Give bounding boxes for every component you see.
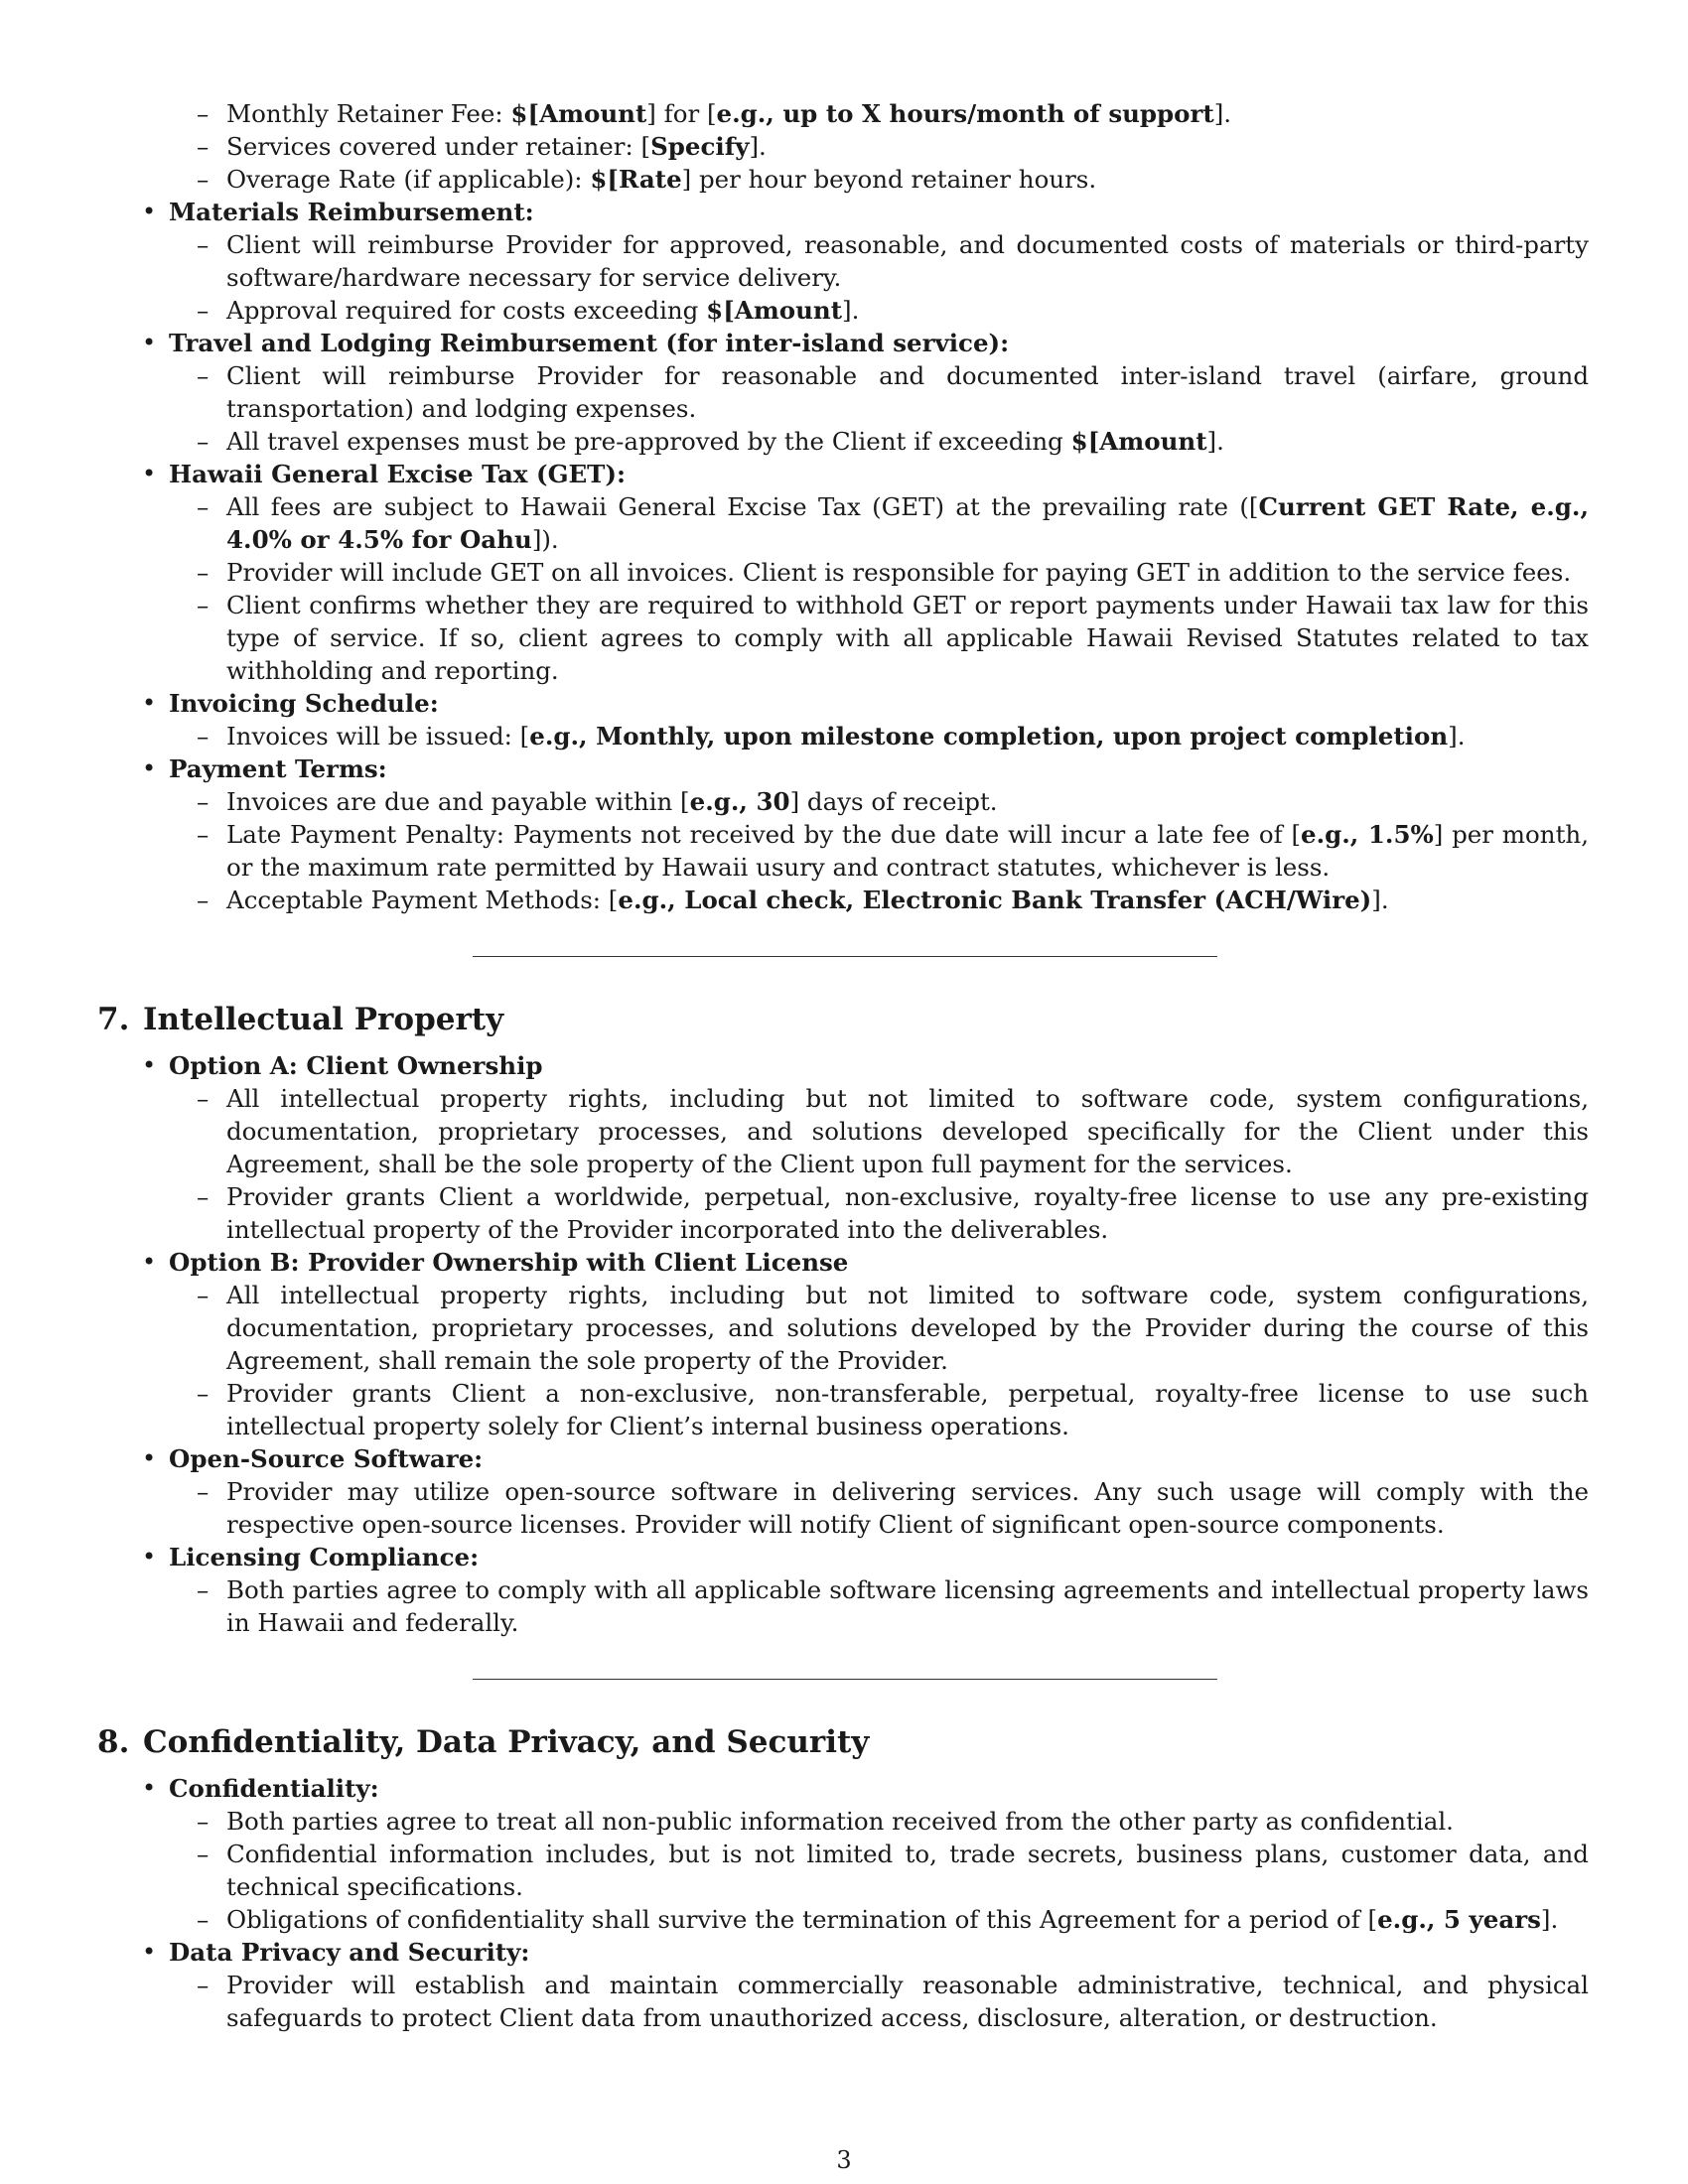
bullet-marker: • [142, 1774, 157, 1802]
text-run: ] days of receipt. [789, 787, 998, 816]
bullet-item [142, 458, 1589, 687]
dash-marker: – [197, 1905, 210, 1934]
sub-list-item [197, 163, 1589, 196]
text-run: Invoices will be issued: [ [226, 722, 530, 751]
dash-marker: – [197, 1840, 210, 1868]
bullet-label: Open-Source Software: [169, 1444, 484, 1473]
dash-marker: – [197, 230, 210, 259]
bullet-label: Data Privacy and Security: [169, 1938, 530, 1967]
bullet-item [142, 1246, 1589, 1442]
page-content [97, 97, 1589, 2034]
bullet-label: Option A: Client Ownership [169, 1051, 543, 1080]
text-run: ]. [1540, 1905, 1559, 1934]
dash-marker: – [197, 1281, 210, 1309]
bullet-marker: • [142, 198, 157, 225]
dash-marker: – [197, 591, 210, 619]
dash-marker: – [197, 558, 210, 587]
sub-list [197, 1279, 1589, 1442]
text-run: ]). [531, 525, 559, 554]
section-7-number: 7. [97, 1002, 130, 1037]
section-8-number: 8. [97, 1724, 130, 1760]
dash-marker: – [197, 886, 210, 914]
section-divider [473, 956, 1217, 957]
bullet-marker: • [142, 1444, 157, 1472]
text-run: All fees are subject to Hawaii General Excise Tax (GET) at the prevailing rate ([ [226, 492, 1259, 521]
dash-marker: – [197, 1477, 210, 1506]
section-8-heading [97, 1722, 1589, 1762]
sub-list [197, 1969, 1589, 2034]
bullet-item [142, 1541, 1589, 1639]
text-run: All intellectual property rights, including but not limited to software code, system configurations, documentation, proprietary processes, and solutions developed specifically for the Client under this Agreement, shall be the sole property of the Client upon full payment for the services. [226, 1084, 1589, 1178]
dash-marker: – [197, 1971, 210, 1999]
bullet-item [142, 1936, 1589, 2034]
text-run: ] per month, or the maximum rate permitted by Hawaii usury and contract statutes, whichever is less. [226, 820, 1589, 882]
bold-text: e.g., 5 years [1377, 1905, 1541, 1934]
text-run: Acceptable Payment Methods: [ [226, 886, 619, 914]
bold-text: Amount [539, 99, 647, 128]
section-7-heading [97, 1000, 1589, 1039]
text-run: Monthly Retainer Fee: [226, 99, 511, 128]
bold-text: Specify [650, 132, 750, 161]
text-run: Overage Rate (if applicable): [226, 165, 591, 194]
dash-marker: – [197, 1084, 210, 1113]
text-run: ]. [1448, 722, 1466, 751]
text-run: Both parties agree to treat all non-public information received from the other party as confidential. [226, 1807, 1454, 1836]
dash-marker: – [197, 361, 210, 390]
bullet-item [142, 327, 1589, 458]
text-run: Provider will establish and maintain commercially reasonable administrative, technical, and physical safeguards to protect Client data from unauthorized access, disclosure, alteration, or destruction. [226, 1971, 1589, 2032]
bullet-label: Hawaii General Excise Tax (GET): [169, 460, 627, 488]
sub-list-item [197, 97, 1589, 130]
bullet-item [142, 1772, 1589, 1936]
sub-list [197, 720, 1589, 752]
sub-list-item [197, 1969, 1589, 2034]
sub-list-item [197, 1475, 1589, 1541]
dash-marker: – [197, 296, 210, 325]
dash-marker: – [197, 99, 210, 128]
text-run: Confidential information includes, but is not limited to, trade secrets, business plans, customer data, and technical specifications. [226, 1840, 1589, 1901]
text-run: Services covered under retainer: [ [226, 132, 651, 161]
bullet-label: Confidentiality: [169, 1774, 379, 1803]
sub-list [197, 1475, 1589, 1541]
text-run: ]. [749, 132, 767, 161]
bold-text: e.g., 30 [689, 787, 790, 816]
sub-list-item [197, 359, 1589, 425]
sub-list [197, 490, 1589, 687]
text-run: Client confirms whether they are required to withhold GET or report payments under Hawaii tax law for this type of service. If so, client agrees to comply with all applicable Hawaii Revised Statutes related to tax withholding and reporting. [226, 591, 1589, 685]
sub-list [197, 1573, 1589, 1639]
text-run: Client will reimburse Provider for approved, reasonable, and documented costs of materials or third-party software/hardware necessary for service delivery. [226, 230, 1589, 292]
sub-list [197, 1805, 1589, 1936]
text-run: Client will reimburse Provider for reasonable and documented inter-island travel (airfare, ground transportation) and lodging expenses. [226, 361, 1589, 423]
dash-marker: – [197, 722, 210, 751]
sub-list [197, 359, 1589, 458]
bullet-item [142, 1049, 1589, 1246]
sub-list [197, 228, 1589, 327]
text-run: Invoices are due and payable within [ [226, 787, 690, 816]
text-run: Obligations of confidentiality shall survive the termination of this Agreement for a period of [ [226, 1905, 1378, 1934]
dash-marker: – [197, 820, 210, 849]
bullet-label: Travel and Lodging Reimbursement (for inter-island service): [169, 329, 1010, 357]
text-run: All travel expenses must be pre-approved by the Client if exceeding [226, 427, 1071, 456]
sub-list [197, 785, 1589, 916]
page-number: 3 [836, 2146, 852, 2174]
dash-marker: – [197, 492, 210, 521]
bullet-marker: • [142, 329, 157, 356]
dash-marker: – [197, 1379, 210, 1408]
bold-text: $[Amount [1070, 427, 1207, 456]
text-run: ]. [1206, 427, 1224, 456]
section-8-title: Confidentiality, Data Privacy, and Security [143, 1724, 870, 1760]
sub-list-item [197, 228, 1589, 294]
bold-text: e.g., Monthly, upon milestone completion, upon project completion [529, 722, 1449, 751]
sub-list-item [197, 1838, 1589, 1903]
bullet-marker: • [142, 1543, 157, 1570]
dash-marker: – [197, 1182, 210, 1211]
sub-list-item [197, 1180, 1589, 1246]
bullet-item [142, 1442, 1589, 1541]
bullet-label: Materials Reimbursement: [169, 198, 534, 226]
sub-list-item [197, 490, 1589, 556]
sub-list-item [197, 1805, 1589, 1838]
sub-list-item [197, 1903, 1589, 1936]
sub-list-item [197, 884, 1589, 916]
text-run: Approval required for costs exceeding [226, 296, 707, 325]
bold-text: e.g., up to X hours/month of support [716, 99, 1214, 128]
sub-list-item [197, 785, 1589, 818]
bold-text: $[ [510, 99, 540, 128]
sub-list-item [197, 589, 1589, 687]
text-run: ]. [1213, 99, 1232, 128]
bullet-marker: • [142, 689, 157, 717]
fees-continued-list [197, 97, 1589, 196]
text-run: All intellectual property rights, including but not limited to software code, system configurations, documentation, proprietary processes, and solutions developed by the Provider during the course of this Agreement, shall remain the sole property of the Provider. [226, 1281, 1589, 1375]
text-run: Provider will include GET on all invoices. Client is responsible for paying GET in addition to the service fees. [226, 558, 1572, 587]
section-7-list [97, 1049, 1589, 1639]
bullet-marker: • [142, 460, 157, 487]
bullet-item [142, 687, 1589, 752]
dash-marker: – [197, 787, 210, 816]
sub-list-item [197, 130, 1589, 163]
bold-text: e.g., 1.5% [1301, 820, 1434, 849]
bullet-label: Option B: Provider Ownership with Client License [169, 1248, 849, 1277]
bullet-marker: • [142, 1051, 157, 1079]
bullet-item [142, 196, 1589, 327]
bullet-marker: • [142, 1938, 157, 1966]
text-run: ]. [1371, 886, 1389, 914]
bold-text: $[Amount [706, 296, 843, 325]
bold-text: Current GET Rate, e.g., 4.0% or 4.5% for Oahu [226, 492, 1589, 554]
section-7-title: Intellectual Property [143, 1002, 504, 1037]
bullet-item [142, 752, 1589, 916]
sub-list-item [197, 1573, 1589, 1639]
sub-list-item [197, 294, 1589, 327]
text-run: ]. [842, 296, 860, 325]
dash-marker: – [197, 165, 210, 194]
dash-marker: – [197, 1807, 210, 1836]
section-divider [473, 1679, 1217, 1680]
bullet-label: Licensing Compliance: [169, 1543, 480, 1571]
bold-text: e.g., Local check, Electronic Bank Transfer (ACH/Wire) [618, 886, 1372, 914]
text-run: Provider grants Client a non-exclusive, non-transferable, perpetual, royalty-free license to use such intellectual property solely for Client’s internal business operations. [226, 1379, 1589, 1440]
text-run: Both parties agree to comply with all applicable software licensing agreements and intellectual property laws in Hawaii and federally. [226, 1575, 1589, 1637]
fees-groups-list [97, 196, 1589, 916]
dash-marker: – [197, 1575, 210, 1604]
sub-list-item [197, 425, 1589, 458]
sub-list-item [197, 720, 1589, 752]
bullet-label: Payment Terms: [169, 754, 387, 783]
sub-list-item [197, 1377, 1589, 1442]
text-run: ] per hour beyond retainer hours. [681, 165, 1097, 194]
bullet-marker: • [142, 1248, 157, 1276]
text-run: ] for [ [646, 99, 717, 128]
sub-list-item [197, 1279, 1589, 1377]
sub-list-item [197, 1082, 1589, 1180]
sub-list-item [197, 818, 1589, 884]
text-run: Provider grants Client a worldwide, perpetual, non-exclusive, royalty-free license to use any pre-existing intellectual property of the Provider incorporated into the deliverables. [226, 1182, 1589, 1244]
sub-list [197, 1082, 1589, 1246]
bullet-marker: • [142, 754, 157, 782]
text-run: Late Payment Penalty: Payments not received by the due date will incur a late fee of [ [226, 820, 1302, 849]
sub-list-item [197, 556, 1589, 589]
text-run: Provider may utilize open-source software in delivering services. Any such usage will comply with the respective open-source licenses. Provider will notify Client of significant open-source components. [226, 1477, 1589, 1539]
bold-text: $[Rate [590, 165, 682, 194]
bullet-label: Invoicing Schedule: [169, 689, 439, 718]
dash-marker: – [197, 427, 210, 456]
section-8-list [97, 1772, 1589, 2034]
dash-marker: – [197, 132, 210, 161]
